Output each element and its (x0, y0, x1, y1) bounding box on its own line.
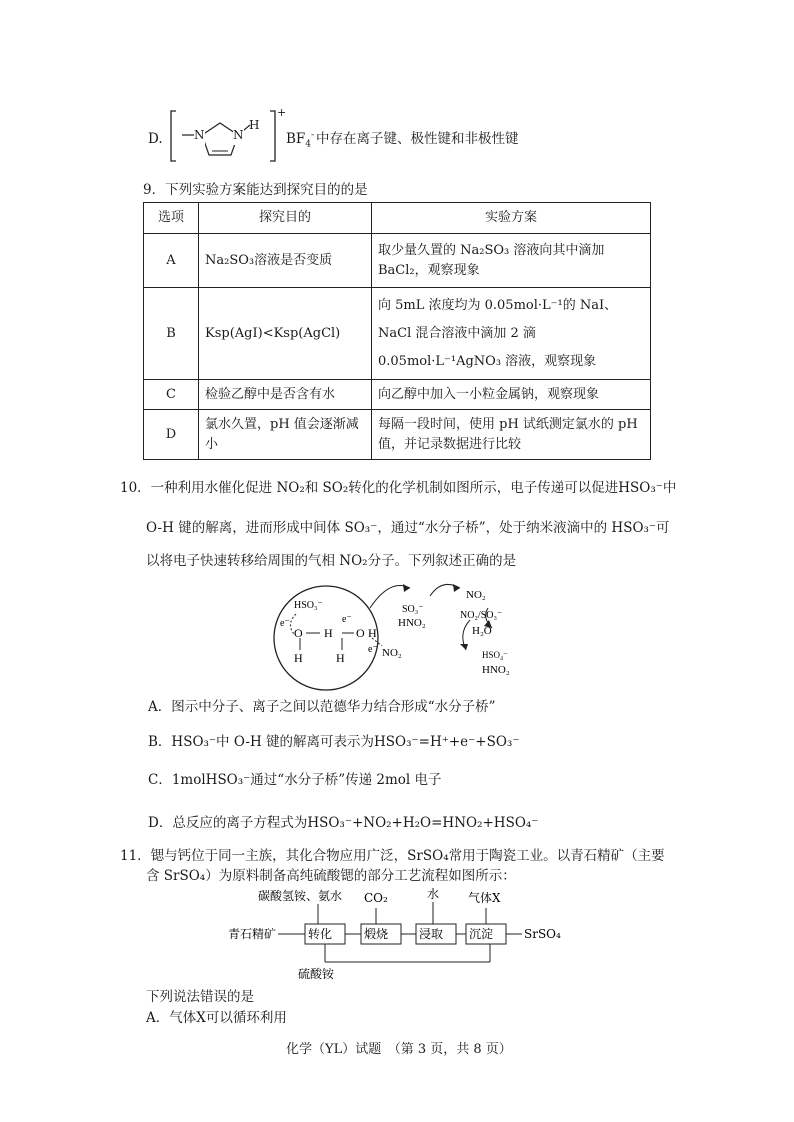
table-row (144, 288, 651, 380)
h2o-label: H₂O (472, 625, 492, 637)
q10-line1: 10．一种利用水催化促进 NO₂和 SO₂转化的化学机制如图所示，电子传递可以促进HSO₃⁻中 (120, 480, 677, 496)
q11-option-a: A．气体X可以循环利用 (146, 1010, 287, 1026)
no2-so3-label: NO₂/SO₃⁻ (460, 610, 503, 621)
hso4-label: HSO₄⁻ (482, 650, 508, 660)
table-header-row (144, 203, 651, 234)
q10-line3: 以将电子快速转移给周围的气相 NO₂分子。下列叙述正确的是 (146, 553, 517, 569)
hso3-label: HSO₃⁻ (294, 600, 323, 611)
header-plan: 实验方案 (372, 203, 651, 234)
q8-option-d (148, 105, 568, 167)
row-plan: 每隔一段时间，使用 pH 试纸测定氯水的 pH 值，并记录数据进行比较 (372, 410, 651, 460)
so3-label: SO₃⁻ (402, 604, 424, 615)
e-label-2: e⁻ (342, 614, 352, 625)
h-atom-right: H (368, 626, 377, 640)
step-conversion: 转化 (308, 927, 333, 941)
table-row (144, 234, 651, 288)
row-purpose: 氯水久置，pH 值会逐渐减小 (199, 410, 372, 460)
water-label: 水 (427, 887, 440, 901)
q9-table (143, 202, 651, 460)
header-option: 选项 (144, 203, 199, 234)
ring-n-right: N (233, 125, 244, 145)
q10-option-a: A．图示中分子、离子之间以范德华力结合形成“水分子桥” (148, 699, 496, 715)
row-option: B (144, 288, 199, 380)
q10-option-d: D．总反应的离子方程式为HSO₃⁻+NO₂+H₂O=HNO₂+HSO₄⁻ (148, 815, 539, 831)
o-atom-2: O (356, 626, 365, 640)
h-atom-b2: H (336, 651, 345, 665)
row-option: D (144, 410, 199, 460)
water-bridge-diagram (270, 578, 540, 696)
row-purpose: Na₂SO₃溶液是否变质 (199, 234, 372, 288)
product-label: SrSO₄ (524, 927, 561, 941)
q10-option-b: B．HSO₃⁻中 O-H 键的解离可表示为HSO₃⁻=H⁺+e⁻+SO₃⁻ (148, 734, 520, 750)
h-atom-b1: H (294, 651, 303, 665)
e-label-1: e⁻ (280, 618, 290, 629)
row-option: C (144, 380, 199, 410)
cation-charge: + (277, 106, 287, 119)
row-plan: 向乙醇中加入一小粒金属钠，观察现象 (372, 380, 651, 410)
step-calcination: 煅烧 (364, 927, 389, 941)
page-footer: 化学（YL）试题 （第 3 页，共 8 页） (286, 1042, 512, 1057)
no2-left: NO₂ (382, 647, 402, 659)
row-plan: 向 5mL 浓度均为 0.05mol·L⁻¹的 NaI、NaCl 混合溶液中滴加 2 滴 0.05mol·L⁻¹AgNO₃ 溶液，观察现象 (372, 288, 651, 380)
row-plan: 取少量久置的 Na₂SO₃ 溶液向其中滴加 BaCl₂，观察现象 (372, 234, 651, 288)
ring-n-left: N (194, 125, 205, 145)
reagent-top: 碳酸氢铵、氨水 (258, 889, 343, 903)
table-row (144, 410, 651, 460)
row-purpose: Ksp(AgI)<Ksp(AgCl) (199, 288, 372, 380)
option-text: 中存在离子键、极性键和非极性键 (316, 131, 519, 147)
raw-material: 青石精矿 (228, 927, 277, 941)
row-option: A (144, 234, 199, 288)
table-row (144, 380, 651, 410)
hno2-label-2: HNO₂ (482, 664, 510, 676)
imidazolium-structure (168, 105, 278, 167)
gas-x-label: 气体X (468, 891, 501, 905)
q10-line2: O-H 键的解离，进而形成中间体 SO₃⁻，通过“水分子桥”，处于纳米液滴中的 HSO₃⁻可 (146, 520, 670, 536)
q11-stem2: 下列说法错误的是 (146, 989, 254, 1005)
co2-label: CO₂ (364, 891, 388, 905)
header-purpose: 探究目的 (199, 203, 372, 234)
hno2-label-1: HNO₂ (398, 617, 426, 629)
ring-h: H (249, 118, 260, 132)
o-atom-1: O (294, 626, 303, 640)
anion: $BF_4^-$ (286, 130, 315, 150)
h-atom-mid: H (324, 626, 333, 640)
q9-stem: 9．下列实验方案能达到探究目的的是 (143, 182, 368, 198)
step-precipitation: 沉淀 (469, 927, 494, 941)
option-label: D. (148, 131, 163, 147)
byproduct-label: 硫酸铵 (298, 967, 335, 981)
q10-option-c: C．1molHSO₃⁻通过“水分子桥”传递 2mol 电子 (148, 772, 442, 788)
process-flow-diagram (228, 886, 568, 982)
step-leaching: 浸取 (419, 927, 444, 941)
no2-top: NO₂ (466, 589, 486, 601)
e-label-3: e⁻ (368, 644, 378, 655)
q11-line1: 11．锶与钙位于同一主族，其化合物应用广泛，SrSO₄常用于陶瓷工业。以青石精矿（主要 (120, 848, 665, 864)
row-purpose: 检验乙醇中是否含有水 (199, 380, 372, 410)
q11-line2: 含 SrSO₄）为原料制备高纯硫酸锶的部分工艺流程如图所示： (146, 868, 516, 884)
